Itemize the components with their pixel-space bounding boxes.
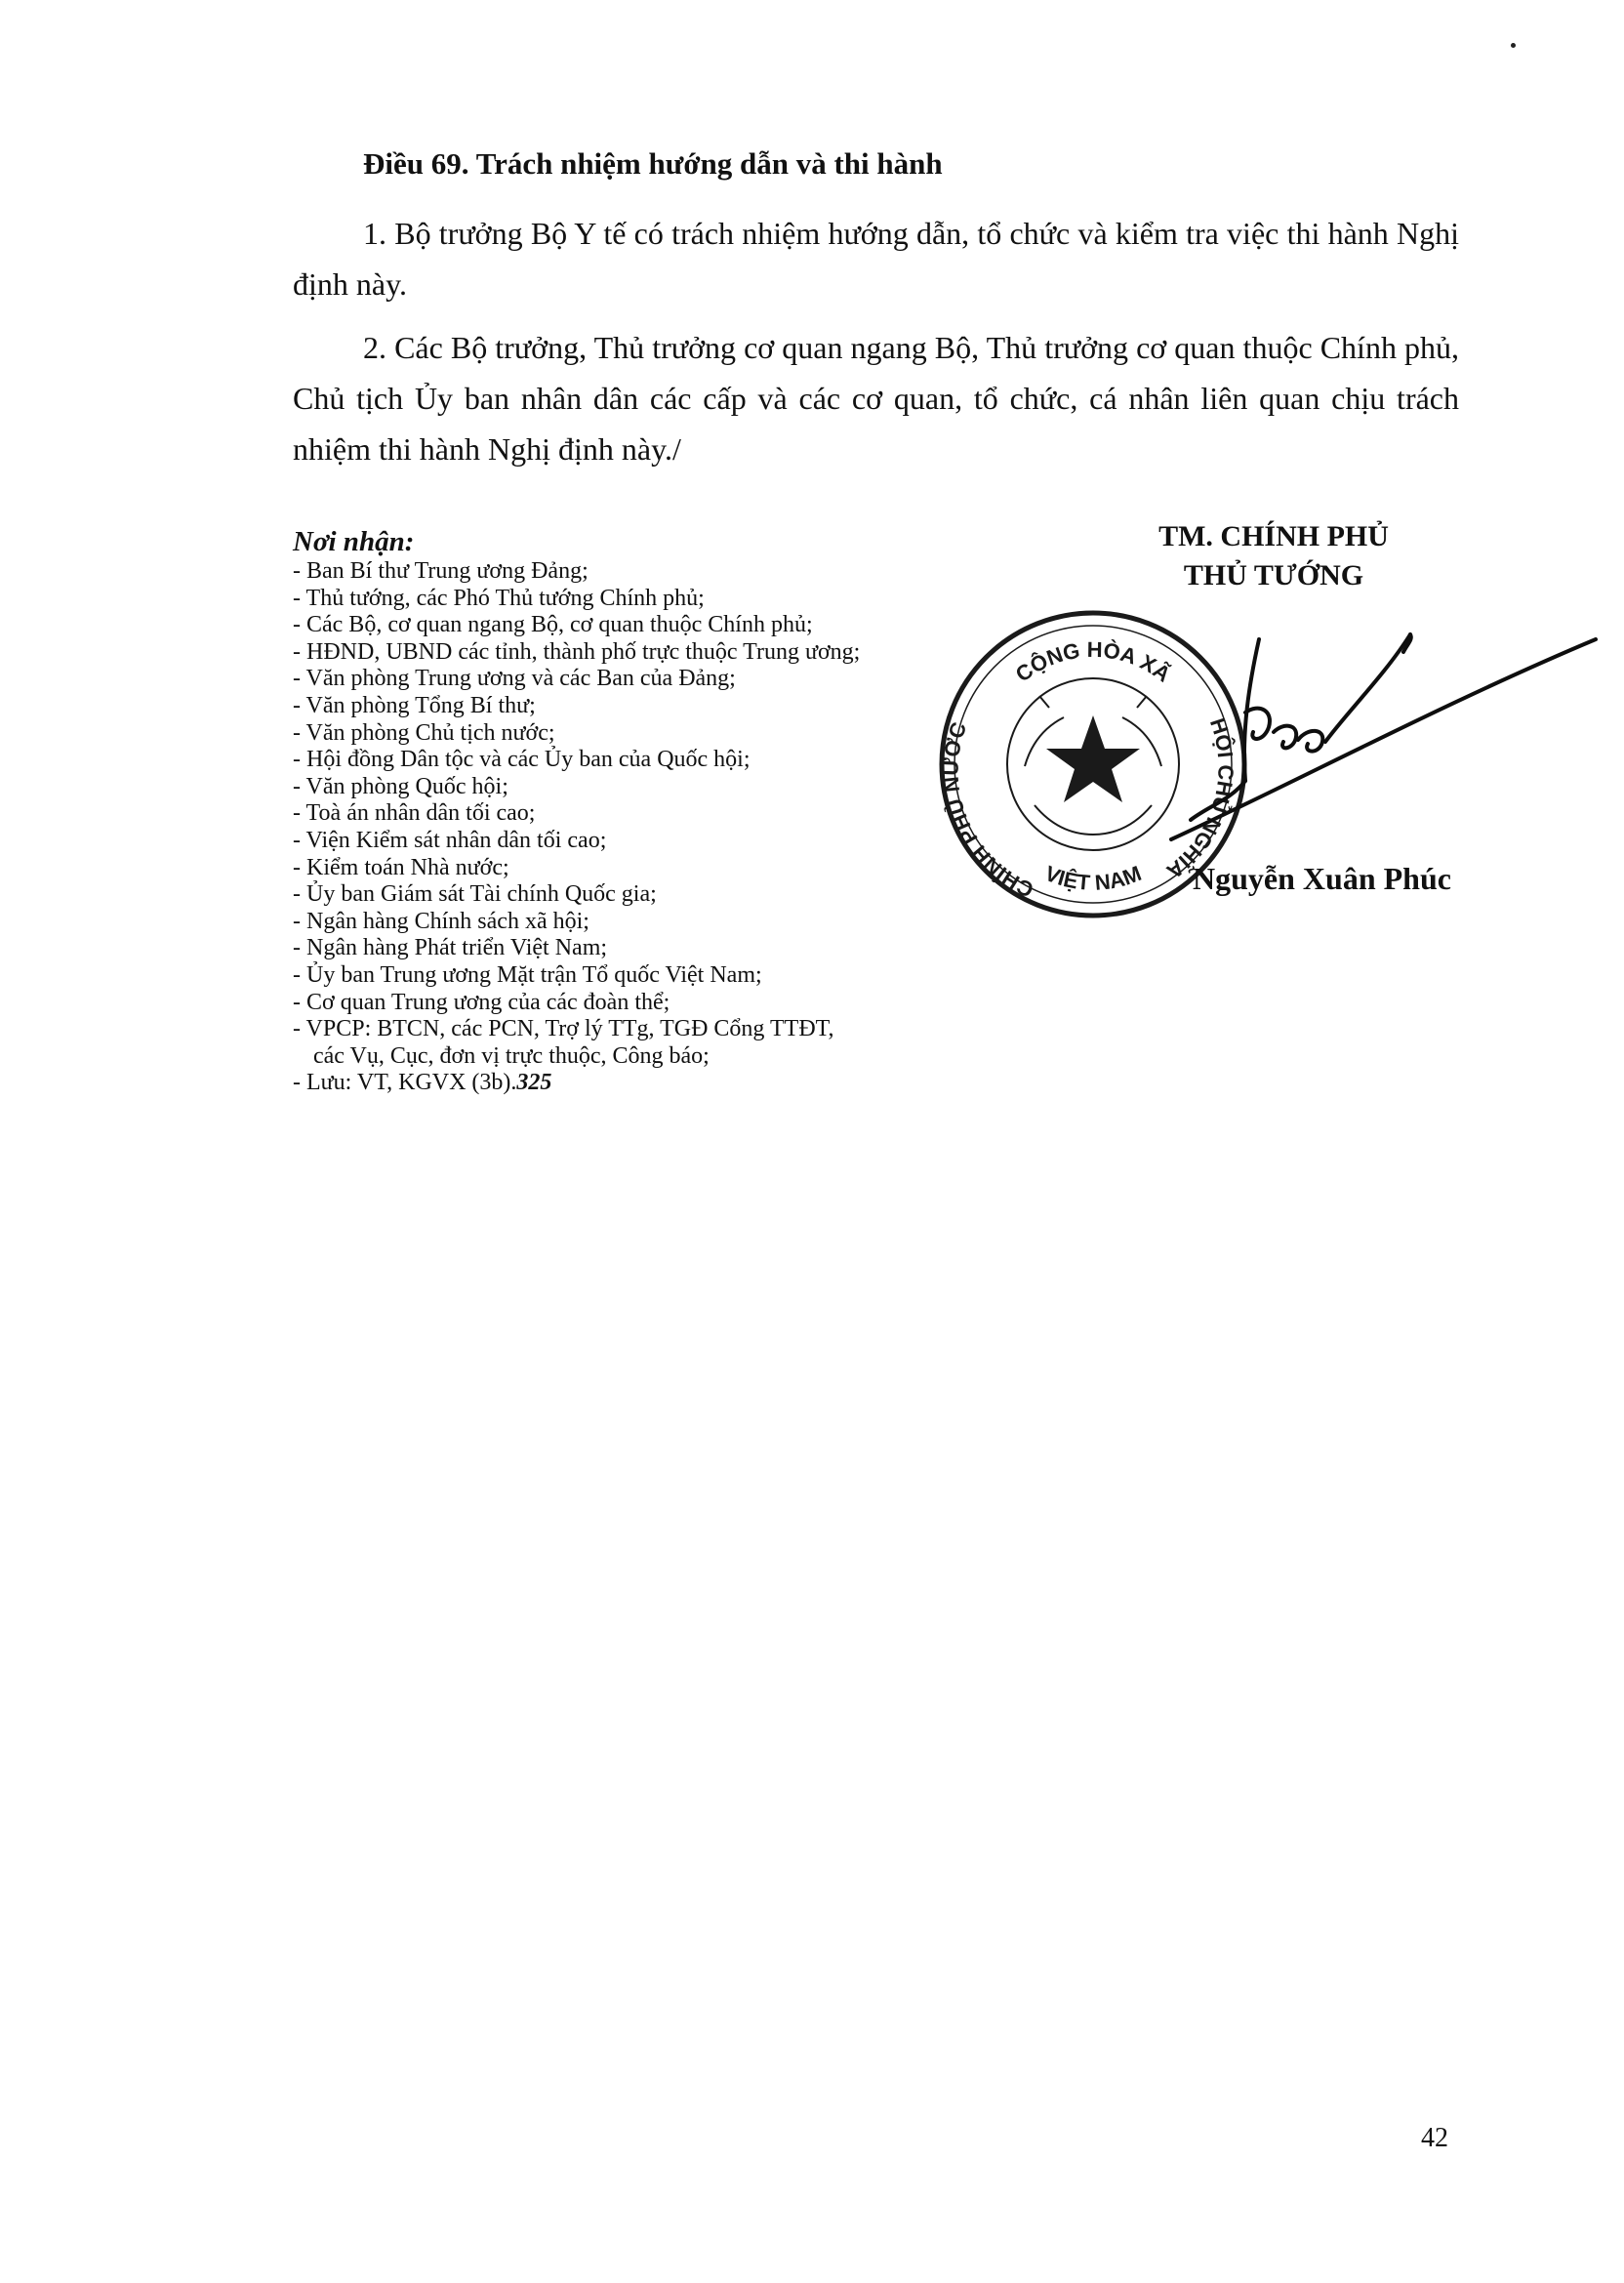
signature-line-2: THỦ TƯỚNG — [1183, 559, 1364, 591]
recipient-item: các Vụ, Cục, đơn vị trực thuộc, Công báo; — [313, 1042, 710, 1069]
recipient-item: - Văn phòng Quốc hội; — [293, 773, 508, 799]
recipient-item: - Ban Bí thư Trung ương Đảng; — [293, 558, 589, 584]
article-title: Điều 69. Trách nhiệm hướng dẫn và thi hành — [363, 146, 943, 181]
recipient-item: - Hội đồng Dân tộc và các Ủy ban của Quốc hội; — [293, 747, 751, 773]
recipient-item: - Văn phòng Trung ương và các Ban của Đảng; — [293, 666, 736, 692]
signer-name: Nguyễn Xuân Phúc — [1193, 861, 1451, 896]
recipient-item: - Viện Kiểm sát nhân dân tối cao; — [293, 827, 607, 853]
recipient-item: - Cơ quan Trung ương của các đoàn thể; — [293, 989, 670, 1015]
signature-block — [1093, 517, 1454, 595]
recipient-item: - HĐND, UBND các tỉnh, thành phố trực thuộc Trung ương; — [293, 638, 861, 665]
recipient-storage — [293, 1070, 995, 1097]
recipient-item: - Ủy ban Trung ương Mặt trận Tổ quốc Việt Nam; — [293, 961, 762, 988]
recipient-item: - Kiểm toán Nhà nước; — [293, 854, 509, 880]
handwritten-signature — [1152, 595, 1610, 859]
seal-star-icon — [1046, 715, 1140, 802]
recipients-list — [293, 558, 995, 1097]
seal-text-top: CỘNG HÒA XÃ — [1010, 636, 1176, 687]
signature-line-1: TM. CHÍNH PHỦ — [1158, 520, 1389, 552]
recipient-item: - Ngân hàng Chính sách xã hội; — [293, 908, 589, 934]
recipient-item: - Thủ tướng, các Phó Thủ tướng Chính phủ; — [293, 585, 705, 611]
scan-speck — [1511, 43, 1516, 48]
recipient-item: - Văn phòng Tổng Bí thư; — [293, 692, 536, 718]
article-paragraph-2: 2. Các Bộ trưởng, Thủ trưởng cơ quan ngang Bộ, Thủ trưởng cơ quan thuộc Chính phủ, Chủ tịch Ủy ban nhân dân các cấp và các cơ quan, tổ chức, cá nhân liên quan chịu trách nhiệm thi hành Nghị định này./ — [293, 330, 1459, 467]
recipient-item: - Ủy ban Giám sát Tài chính Quốc gia; — [293, 881, 657, 908]
recipients-title: Nơi nhận: — [293, 526, 415, 557]
seal-text-bottom: VIỆT NAM — [1041, 860, 1145, 895]
recipient-item: - Văn phòng Chủ tịch nước; — [293, 719, 555, 746]
seal-text-left: CHÍNH PHỦ NƯỚC — [938, 718, 1037, 903]
recipient-item: - Toà án nhân dân tối cao; — [293, 800, 536, 827]
recipient-item: - VPCP: BTCN, các PCN, Trợ lý TTg, TGĐ Cổng TTĐT, — [293, 1016, 834, 1042]
recipients-block — [293, 525, 995, 1097]
page-number: 42 — [1421, 2123, 1448, 2153]
recipient-item: - Các Bộ, cơ quan ngang Bộ, cơ quan thuộc Chính phủ; — [293, 612, 813, 638]
article-paragraph-1: 1. Bộ trưởng Bộ Y tế có trách nhiệm hướng dẫn, tổ chức và kiểm tra việc thi hành Nghị định này. — [293, 216, 1459, 302]
storage-initials: 325 — [516, 1070, 552, 1096]
storage-text: - Lưu: VT, KGVX (3b). — [293, 1070, 517, 1096]
recipient-item: - Ngân hàng Phát triển Việt Nam; — [293, 935, 608, 961]
seal-text-right: HỘI CHỦ NGHĨA — [1161, 714, 1238, 884]
